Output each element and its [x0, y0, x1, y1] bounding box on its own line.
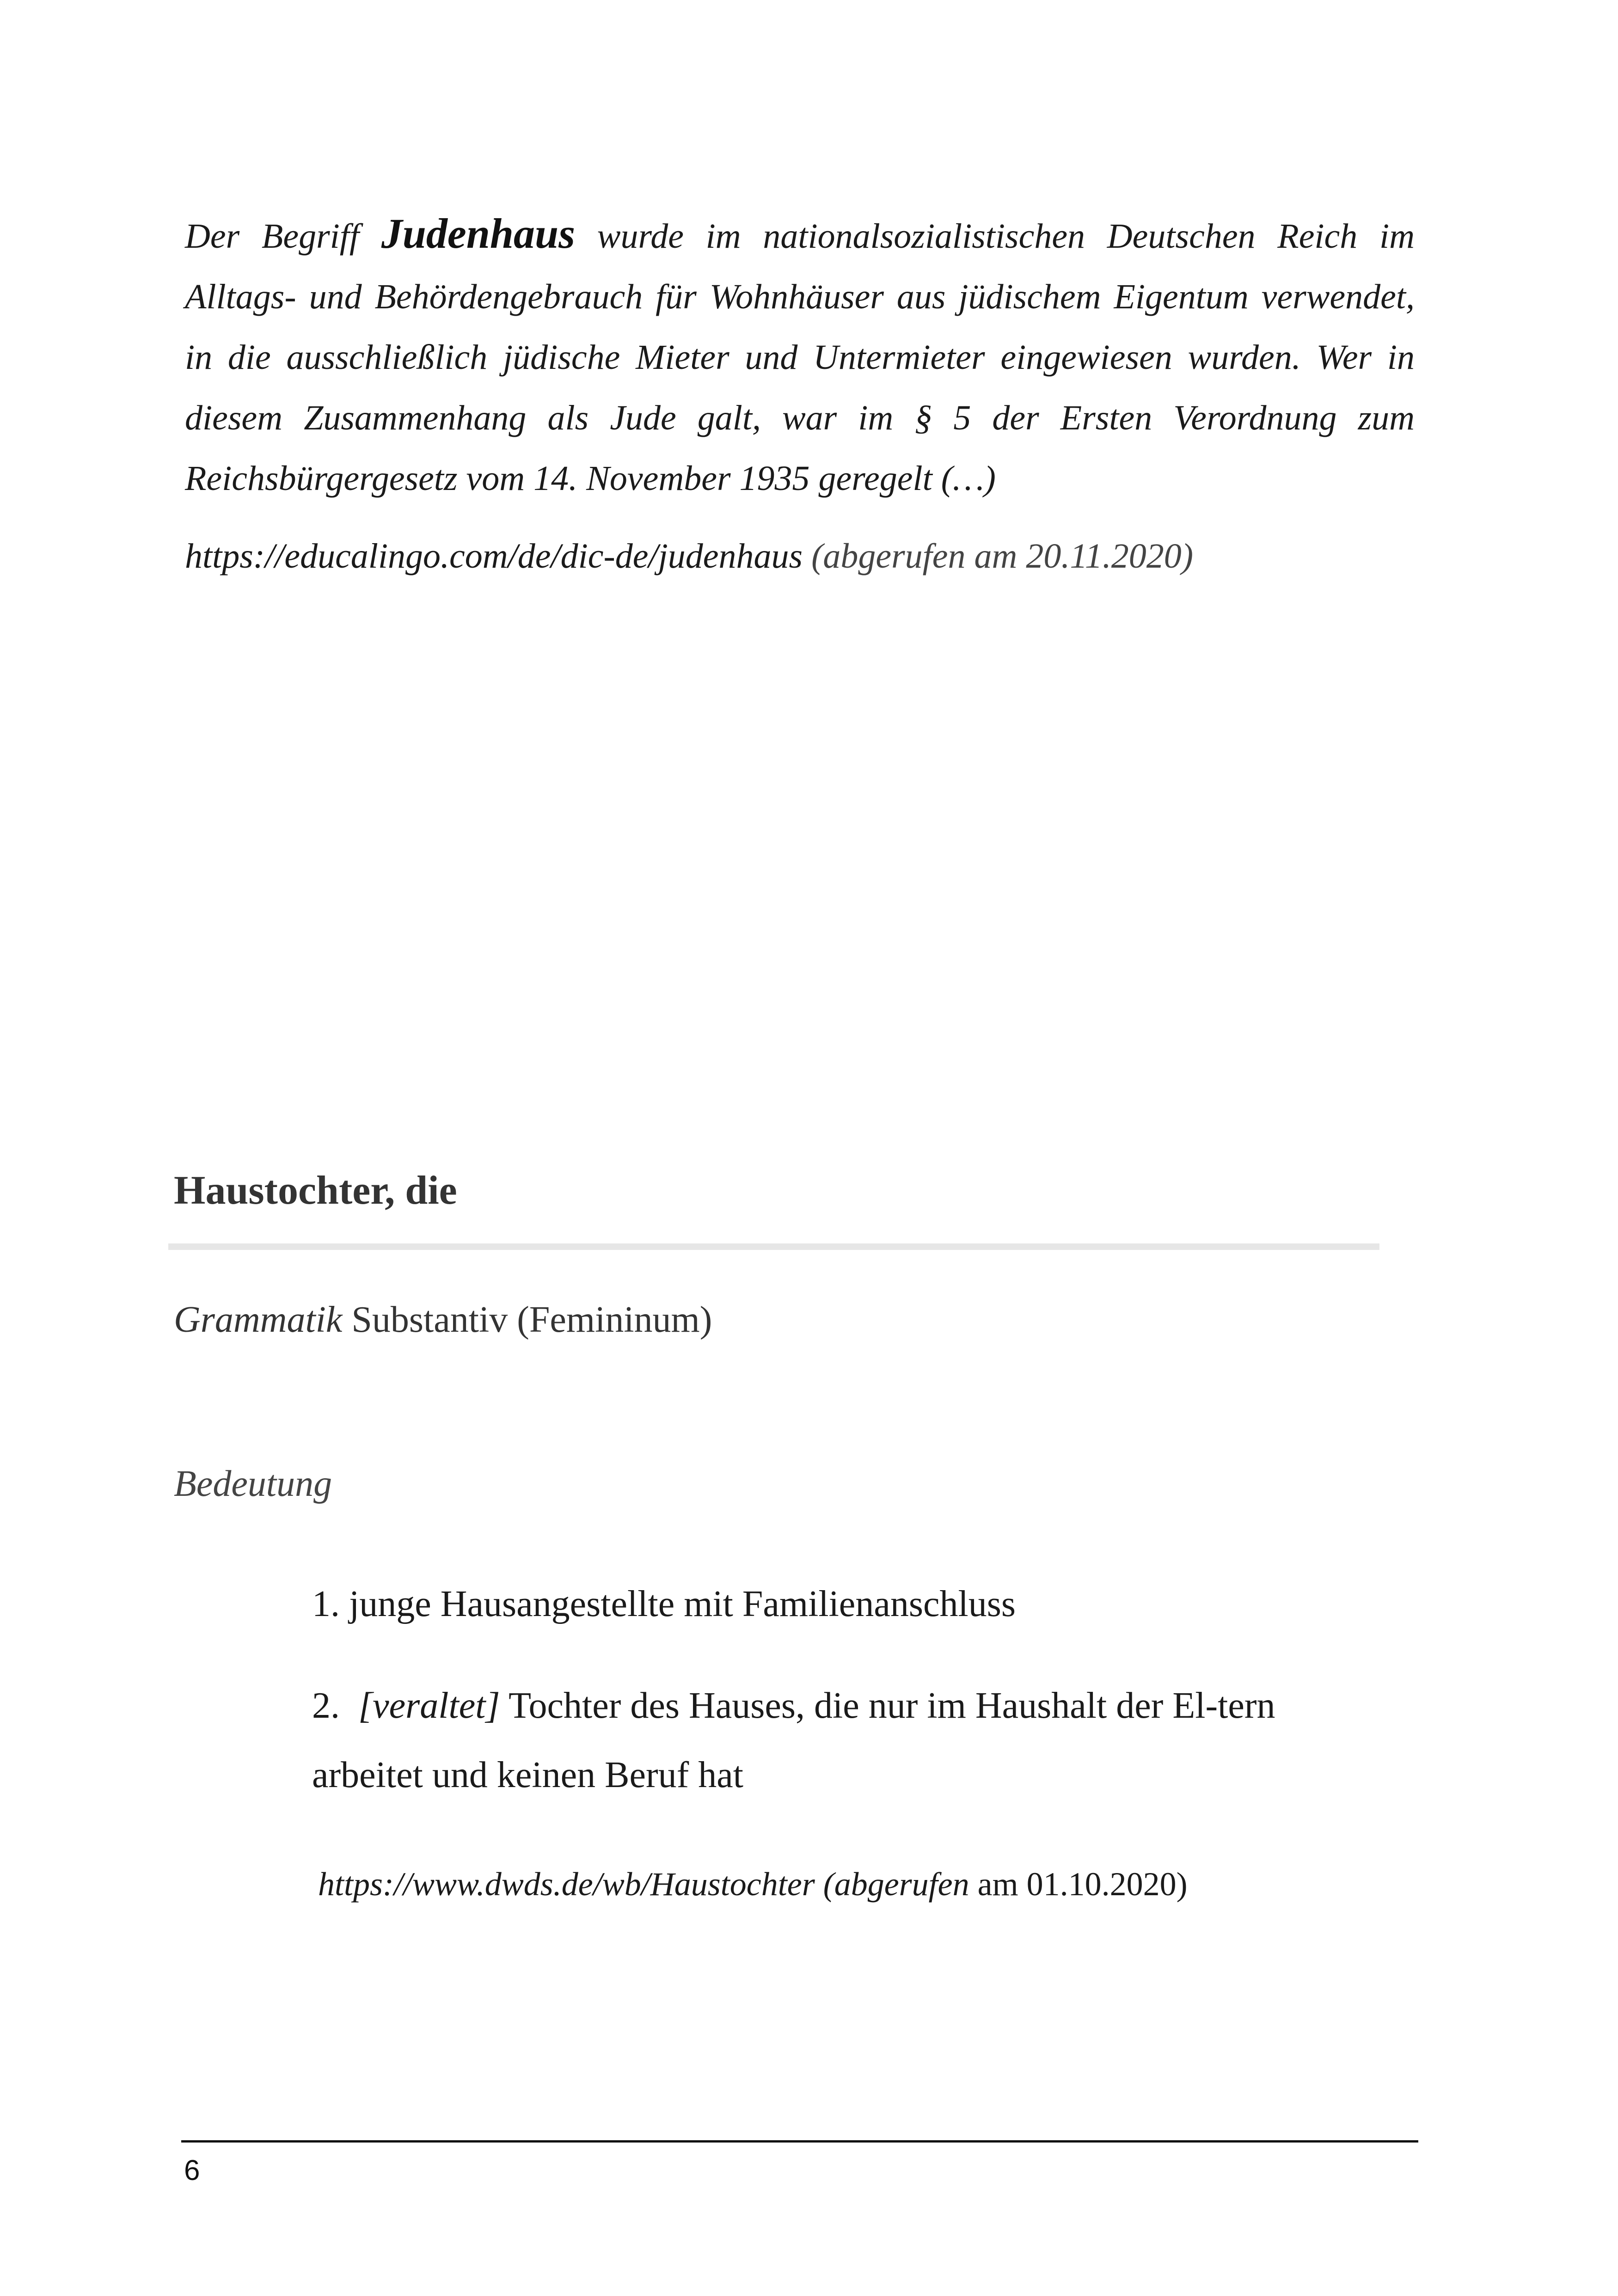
- quote-intro: Der Begriff: [185, 217, 381, 256]
- entry-source-url[interactable]: https://www.dwds.de/wb/Haustochter (abgerufen: [318, 1866, 969, 1903]
- meaning-label: Bedeutung: [174, 1463, 332, 1504]
- meaning-item: [312, 1671, 1338, 1810]
- quote-source-url[interactable]: https://educalingo.com/de/dic-de/judenhaus: [185, 537, 803, 576]
- quote-source-date: (abgerufen am 20.11.2020): [803, 537, 1194, 576]
- grammar-label: Grammatik: [174, 1299, 343, 1340]
- grammar-line: [174, 1299, 712, 1341]
- meaning-tag: [veraltet]: [358, 1685, 500, 1726]
- meaning-item: [312, 1569, 1338, 1639]
- page-number: 6: [184, 2155, 200, 2186]
- quote-term: Judenhaus: [381, 210, 576, 257]
- quote-paragraph: [185, 203, 1415, 509]
- meaning-text: Tochter des Hauses, die nur im Haushalt der El-tern arbeitet und keinen Beruf hat: [312, 1685, 1275, 1795]
- meaning-number: 2.: [312, 1685, 340, 1726]
- headword-divider: [168, 1243, 1379, 1250]
- grammar-value: Substantiv (Femininum): [342, 1299, 712, 1340]
- entry-source-date: am 01.10.2020): [969, 1866, 1188, 1903]
- entry-source: [318, 1865, 1188, 1904]
- meaning-text: junge Hausangestellte mit Familienanschluss: [349, 1584, 1016, 1624]
- footer-rule: [181, 2140, 1418, 2143]
- entry-headword: Haustochter, die: [174, 1168, 457, 1213]
- meaning-number: 1.: [312, 1584, 340, 1624]
- quote-source: [185, 536, 1193, 576]
- quote-body: wurde im nationalsozialistischen Deutschen Reich im Alltags- und Behördengebrauch für Wohnhäuser aus jüdischem Eigentum verwendet, in die ausschließlich jüdische Mieter und Untermieter eingewiesen wurden. Wer in diesem Zusammenhang als Jude galt, war im § 5 der Ersten Verordnung zum Reichsbürgergesetz vom 14. November 1935 geregelt (…): [185, 217, 1415, 498]
